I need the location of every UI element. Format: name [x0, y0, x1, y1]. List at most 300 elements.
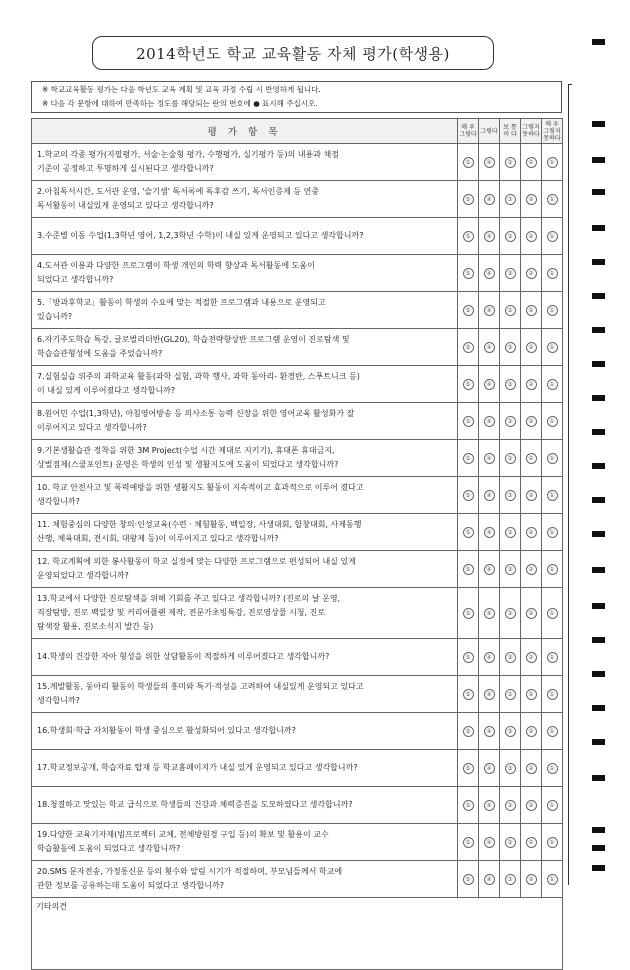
- answer-circle[interactable]: ②: [526, 652, 537, 663]
- question-line: 학습활동에 도움이 되었다고 생각합니까?: [37, 844, 181, 853]
- answer-option-cell[interactable]: [458, 639, 479, 676]
- answer-option-cell[interactable]: [458, 292, 479, 329]
- answer-option-cell[interactable]: [500, 713, 521, 750]
- question-line: 기준이 공정하고 투명하게 실시된다고 생각합니까?: [37, 164, 214, 173]
- answer-option-cell[interactable]: [458, 713, 479, 750]
- answer-circle[interactable]: ②: [526, 689, 537, 700]
- question-row: [32, 181, 563, 218]
- answer-option-cell[interactable]: [479, 514, 500, 551]
- omr-mark: [592, 637, 605, 643]
- answer-circle[interactable]: ②: [526, 726, 537, 737]
- answer-option-cell[interactable]: [479, 329, 500, 366]
- answer-option-cell[interactable]: [458, 477, 479, 514]
- answer-circle[interactable]: ①: [547, 490, 558, 501]
- question-line: 산행, 체육대회, 전시회, 대왕제 등)이 이루어지고 있다고 생각합니까?: [37, 534, 279, 543]
- header-option: 매 우 그렇지 못하다: [543, 120, 561, 142]
- answer-option-cell[interactable]: [521, 551, 542, 588]
- question-text: [32, 676, 458, 713]
- question-row: [32, 329, 563, 366]
- answer-circle[interactable]: ③: [505, 379, 516, 390]
- answer-circle[interactable]: ⑤: [463, 379, 474, 390]
- answer-option-cell[interactable]: [521, 750, 542, 787]
- other-opinion-row: [32, 898, 563, 970]
- question-text: [32, 514, 458, 551]
- question-line: 11. 체험중심의 다양한 창의·인성교육(수련 · 체험활동, 백일장, 사생대회, 합창대회, 사제동행: [37, 520, 362, 529]
- answer-circle[interactable]: ②: [526, 305, 537, 316]
- answer-circle[interactable]: ①: [547, 726, 558, 737]
- question-line: 관한 정보를 공유하는데 도움이 되었다고 생각합니까?: [37, 881, 224, 890]
- answer-circle[interactable]: ③: [505, 564, 516, 575]
- answer-option-cell[interactable]: [458, 514, 479, 551]
- answer-circle[interactable]: ⑤: [463, 416, 474, 427]
- answer-circle[interactable]: ③: [505, 453, 516, 464]
- question-line: 상벌점제(스쿨포인트) 운영은 학생의 인성 및 생활지도에 도움이 되었다고 생각합니까?: [37, 460, 339, 469]
- omr-mark: [592, 775, 605, 781]
- answer-option-cell[interactable]: [500, 255, 521, 292]
- answer-circle[interactable]: ②: [526, 231, 537, 242]
- answer-option-cell[interactable]: [479, 292, 500, 329]
- question-row: [32, 477, 563, 514]
- question-text: [32, 824, 458, 861]
- answer-option-cell[interactable]: [521, 824, 542, 861]
- answer-option-cell[interactable]: [542, 403, 563, 440]
- question-row: [32, 514, 563, 551]
- answer-option-cell[interactable]: [458, 403, 479, 440]
- question-line: 16.학생회·학급 자치활동이 학생 중심으로 활성화되어 있다고 생각합니까?: [37, 726, 296, 735]
- answer-option-cell[interactable]: [521, 255, 542, 292]
- question-text: [32, 861, 458, 898]
- header-eval-items: 평 가 항 목: [32, 119, 458, 144]
- answer-option-cell[interactable]: [500, 218, 521, 255]
- answer-option-cell[interactable]: [500, 588, 521, 639]
- answer-option-cell[interactable]: [458, 588, 479, 639]
- answer-option-cell[interactable]: [458, 750, 479, 787]
- answer-circle[interactable]: ④: [484, 800, 495, 811]
- answer-option-cell[interactable]: [542, 824, 563, 861]
- answer-option-cell[interactable]: [500, 861, 521, 898]
- answer-option-cell[interactable]: [458, 861, 479, 898]
- answer-option-cell[interactable]: [458, 366, 479, 403]
- answer-option-cell[interactable]: [542, 218, 563, 255]
- survey-table: [31, 118, 563, 970]
- omr-mark: [592, 157, 605, 163]
- other-opinion-label: 기타의견: [36, 902, 67, 911]
- answer-option-cell[interactable]: [479, 639, 500, 676]
- omr-mark: [592, 739, 605, 745]
- question-line: 18.청결하고 맛있는 학교 급식으로 학생들의 건강과 체력증진을 도모하였다고 생각합니까?: [37, 800, 353, 809]
- answer-circle[interactable]: ③: [505, 231, 516, 242]
- question-row: [32, 787, 563, 824]
- answer-option-cell[interactable]: [521, 403, 542, 440]
- question-row: [32, 440, 563, 477]
- answer-circle[interactable]: ②: [526, 490, 537, 501]
- answer-circle[interactable]: ①: [547, 379, 558, 390]
- answer-circle[interactable]: ⑤: [463, 726, 474, 737]
- answer-option-cell[interactable]: [479, 676, 500, 713]
- answer-circle[interactable]: ④: [484, 268, 495, 279]
- answer-option-cell[interactable]: [521, 366, 542, 403]
- title-box: [92, 36, 494, 70]
- answer-circle[interactable]: ④: [484, 453, 495, 464]
- question-row: [32, 218, 563, 255]
- answer-option-cell[interactable]: [521, 787, 542, 824]
- answer-option-cell[interactable]: [500, 787, 521, 824]
- answer-option-cell[interactable]: [500, 440, 521, 477]
- question-line: 12. 학교계획에 의한 봉사활동이 학교 실정에 맞는 다양한 프로그램으로 편성되어 내실 있게: [37, 557, 356, 566]
- answer-circle[interactable]: ①: [547, 800, 558, 811]
- omr-mark: [592, 259, 605, 265]
- answer-circle[interactable]: ④: [484, 379, 495, 390]
- answer-circle[interactable]: ③: [505, 527, 516, 538]
- answer-option-cell[interactable]: [542, 144, 563, 181]
- question-text: [32, 218, 458, 255]
- answer-option-cell[interactable]: [542, 588, 563, 639]
- question-row: [32, 551, 563, 588]
- answer-circle[interactable]: ④: [484, 416, 495, 427]
- answer-option-cell[interactable]: [479, 787, 500, 824]
- answer-option-cell[interactable]: [521, 292, 542, 329]
- answer-option-cell[interactable]: [479, 366, 500, 403]
- answer-circle[interactable]: ⑤: [463, 194, 474, 205]
- answer-option-cell[interactable]: [458, 440, 479, 477]
- answer-option-cell[interactable]: [479, 551, 500, 588]
- answer-option-cell[interactable]: [521, 440, 542, 477]
- answer-option-cell[interactable]: [521, 588, 542, 639]
- answer-option-cell[interactable]: [521, 639, 542, 676]
- answer-circle[interactable]: ①: [547, 231, 558, 242]
- answer-option-cell[interactable]: [479, 750, 500, 787]
- answer-circle[interactable]: ②: [526, 763, 537, 774]
- question-line: 17.학교정보공개, 학습자료 탑재 등 학교홈페이지가 내실 있게 운영되고 있다고 생각합니까?: [37, 763, 358, 772]
- answer-option-cell[interactable]: [521, 861, 542, 898]
- answer-circle[interactable]: ③: [505, 342, 516, 353]
- answer-circle[interactable]: ③: [505, 157, 516, 168]
- question-line: 6.자기주도학습 특강, 글로벌리더반(GL20), 학습전략향상반 프로그램 운영이 진로탐색 및: [37, 335, 350, 344]
- question-line: 4.도서관 이용과 다양한 프로그램이 학생 개인의 학력 향상과 독서활동에 도움이: [37, 261, 315, 270]
- omr-mark: [592, 603, 605, 609]
- question-line: 8.원어민 수업(1,3학년), 아침영어방송 등 의사소통 능력 신장을 위한 영어교육 활성화가 잘: [37, 409, 355, 418]
- answer-circle[interactable]: ⑤: [463, 800, 474, 811]
- omr-mark: [592, 395, 605, 401]
- header-option: 매 우 그렇다: [458, 119, 479, 144]
- answer-circle[interactable]: ①: [547, 342, 558, 353]
- answer-option-cell[interactable]: [458, 824, 479, 861]
- instruction-line: ※ 학교교육활동 평가는 다음 학년도 교육 계획 및 교육 과정 수립 시 반영하게 됩니다.: [42, 85, 321, 94]
- answer-circle[interactable]: ⑤: [463, 837, 474, 848]
- question-line: 5.「방과후학교」활동이 학생의 수요에 맞는 적절한 프로그램과 내용으로 운영되고: [37, 298, 326, 307]
- omr-mark: [592, 497, 605, 503]
- answer-circle[interactable]: ①: [547, 157, 558, 168]
- answer-circle[interactable]: ①: [547, 837, 558, 848]
- answer-circle[interactable]: ④: [484, 837, 495, 848]
- question-line: 2.아침독서시간, 도서관 운영, '슬기샘' 독서록에 독후감 쓰기, 독서인증제 등 연중: [37, 187, 320, 196]
- answer-option-cell[interactable]: [458, 144, 479, 181]
- answer-option-cell[interactable]: [542, 750, 563, 787]
- answer-option-cell[interactable]: [500, 639, 521, 676]
- answer-circle[interactable]: ⑤: [463, 652, 474, 663]
- answer-circle[interactable]: ②: [526, 800, 537, 811]
- question-text: [32, 750, 458, 787]
- other-opinion-field[interactable]: [32, 898, 563, 970]
- answer-circle[interactable]: ④: [484, 726, 495, 737]
- answer-option-cell[interactable]: [542, 787, 563, 824]
- answer-option-cell[interactable]: [458, 551, 479, 588]
- question-row: [32, 255, 563, 292]
- answer-option-cell[interactable]: [479, 824, 500, 861]
- answer-option-cell[interactable]: [500, 292, 521, 329]
- omr-mark: [592, 567, 605, 573]
- answer-option-cell[interactable]: [542, 440, 563, 477]
- answer-option-cell[interactable]: [479, 218, 500, 255]
- question-line: 생각합니까?: [37, 497, 80, 506]
- question-line: 14.학생의 건강한 자아 형성을 위한 상담활동이 적절하게 이루어졌다고 생각합니까?: [37, 652, 330, 661]
- question-text: [32, 551, 458, 588]
- question-row: [32, 366, 563, 403]
- answer-circle[interactable]: ①: [547, 652, 558, 663]
- answer-option-cell[interactable]: [542, 861, 563, 898]
- answer-circle[interactable]: ⑤: [463, 608, 474, 619]
- answer-circle[interactable]: ④: [484, 527, 495, 538]
- answer-circle[interactable]: ③: [505, 652, 516, 663]
- answer-option-cell[interactable]: [521, 329, 542, 366]
- answer-option-cell[interactable]: [479, 255, 500, 292]
- question-line: 탐색장 활용, 진로소식지 발간 등): [37, 622, 154, 631]
- question-text: [32, 181, 458, 218]
- question-line: 있습니까?: [37, 312, 73, 321]
- answer-circle[interactable]: ③: [505, 763, 516, 774]
- answer-option-cell[interactable]: [542, 676, 563, 713]
- answer-option-cell[interactable]: [500, 750, 521, 787]
- answer-circle[interactable]: ⑤: [463, 157, 474, 168]
- question-text: [32, 292, 458, 329]
- answer-circle[interactable]: ④: [484, 608, 495, 619]
- question-line: 7.실험실습 위주의 과학교육 활동(과학 실험, 과학 행사, 과학 동아리- 환경반, 스푸트니크 등): [37, 372, 360, 381]
- answer-circle[interactable]: ①: [547, 453, 558, 464]
- question-line: 13.학교에서 다양한 진로탐색을 위해 기회를 주고 있다고 생각합니까? (진로의 날 운영,: [37, 594, 341, 603]
- answer-circle[interactable]: ④: [484, 490, 495, 501]
- omr-mark: [592, 225, 605, 231]
- question-row: [32, 750, 563, 787]
- answer-option-cell[interactable]: [521, 676, 542, 713]
- answer-circle[interactable]: ④: [484, 157, 495, 168]
- question-line: 직장탐방, 진로 백일장 및 커리어플랜 제작, 전문가초빙특강, 진로영상물 시청, 진로: [37, 608, 326, 617]
- answer-circle[interactable]: ⑤: [463, 305, 474, 316]
- header-option: 그렇지 못하다: [521, 119, 542, 144]
- answer-circle[interactable]: ⑤: [463, 490, 474, 501]
- answer-option-cell[interactable]: [500, 403, 521, 440]
- question-line: 1.학교의 각종 평가(지필평가, 서술·논술형 평가, 수행평가, 실기평가 등)의 내용과 채점: [37, 150, 339, 159]
- answer-circle[interactable]: ④: [484, 652, 495, 663]
- answer-circle[interactable]: ②: [526, 527, 537, 538]
- answer-option-cell[interactable]: [500, 824, 521, 861]
- omr-mark: [592, 189, 605, 195]
- answer-option-cell[interactable]: [542, 477, 563, 514]
- omr-mark: [592, 865, 605, 871]
- page-title: 2014학년도 학교 교육활동 자체 평가(학생용): [136, 44, 450, 63]
- answer-circle[interactable]: ③: [505, 416, 516, 427]
- answer-option-cell[interactable]: [500, 477, 521, 514]
- answer-option-cell[interactable]: [479, 477, 500, 514]
- question-text: [32, 477, 458, 514]
- omr-mark: [592, 121, 605, 127]
- answer-option-cell[interactable]: [458, 329, 479, 366]
- answer-option-cell[interactable]: [479, 403, 500, 440]
- question-row: [32, 639, 563, 676]
- answer-circle[interactable]: ②: [526, 608, 537, 619]
- answer-option-cell[interactable]: [542, 255, 563, 292]
- omr-mark: [592, 39, 605, 45]
- answer-circle[interactable]: ②: [526, 874, 537, 885]
- answer-option-cell[interactable]: [458, 787, 479, 824]
- answer-option-cell[interactable]: [458, 676, 479, 713]
- answer-circle[interactable]: ④: [484, 763, 495, 774]
- instructions-box: [31, 81, 562, 113]
- answer-circle[interactable]: ④: [484, 231, 495, 242]
- answer-circle[interactable]: ①: [547, 194, 558, 205]
- answer-circle[interactable]: ①: [547, 305, 558, 316]
- answer-circle[interactable]: ②: [526, 379, 537, 390]
- answer-circle[interactable]: ①: [547, 416, 558, 427]
- answer-option-cell[interactable]: [542, 366, 563, 403]
- omr-mark: [592, 463, 605, 469]
- answer-circle[interactable]: ③: [505, 608, 516, 619]
- answer-circle[interactable]: ⑤: [463, 453, 474, 464]
- answer-circle[interactable]: ⑤: [463, 231, 474, 242]
- header-option: 그렇다: [479, 119, 500, 144]
- question-row: [32, 403, 563, 440]
- answer-circle[interactable]: ③: [505, 194, 516, 205]
- answer-circle[interactable]: ④: [484, 564, 495, 575]
- header-option: 보 통 이 다: [500, 119, 521, 144]
- answer-option-cell[interactable]: [479, 181, 500, 218]
- answer-circle[interactable]: ④: [484, 342, 495, 353]
- question-line: 9.기본생활습관 정착을 위한 3M Project(수업 시간 제대로 지키기), 휴대폰 휴대금지,: [37, 446, 335, 455]
- answer-option-cell[interactable]: [521, 514, 542, 551]
- answer-circle[interactable]: ③: [505, 689, 516, 700]
- answer-option-cell[interactable]: [500, 144, 521, 181]
- answer-option-cell[interactable]: [479, 713, 500, 750]
- answer-circle[interactable]: ③: [505, 800, 516, 811]
- question-text: [32, 403, 458, 440]
- answer-circle[interactable]: ③: [505, 305, 516, 316]
- answer-circle[interactable]: ②: [526, 268, 537, 279]
- question-row: [32, 292, 563, 329]
- question-text: [32, 440, 458, 477]
- answer-circle[interactable]: ④: [484, 689, 495, 700]
- answer-circle[interactable]: ①: [547, 564, 558, 575]
- answer-option-cell[interactable]: [542, 329, 563, 366]
- answer-option-cell[interactable]: [542, 181, 563, 218]
- answer-option-cell[interactable]: [479, 144, 500, 181]
- answer-option-cell[interactable]: [479, 861, 500, 898]
- omr-mark: [592, 705, 605, 711]
- answer-option-cell[interactable]: [500, 514, 521, 551]
- omr-mark: [592, 361, 605, 367]
- answer-circle[interactable]: ⑤: [463, 564, 474, 575]
- question-line: 10. 학교 안전사고 및 폭력예방을 위한 생활지도 활동이 지속적이고 효과적으로 이루어 졌다고: [37, 483, 364, 492]
- answer-circle[interactable]: ②: [526, 564, 537, 575]
- answer-circle[interactable]: ②: [526, 416, 537, 427]
- answer-circle[interactable]: ①: [547, 268, 558, 279]
- answer-option-cell[interactable]: [542, 713, 563, 750]
- answer-circle[interactable]: ⑤: [463, 268, 474, 279]
- question-line: 이 내실 있게 이루어졌다고 생각합니까?: [37, 386, 176, 395]
- question-text: [32, 639, 458, 676]
- omr-mark: [592, 327, 605, 333]
- answer-circle[interactable]: ④: [484, 874, 495, 885]
- answer-circle[interactable]: ①: [547, 763, 558, 774]
- answer-option-cell[interactable]: [542, 551, 563, 588]
- answer-option-cell[interactable]: [542, 639, 563, 676]
- answer-circle[interactable]: ③: [505, 874, 516, 885]
- omr-marks: [592, 0, 606, 891]
- question-line: 생각합니까?: [37, 696, 80, 705]
- answer-circle[interactable]: ⑤: [463, 763, 474, 774]
- answer-circle[interactable]: ④: [484, 305, 495, 316]
- answer-circle[interactable]: ①: [547, 608, 558, 619]
- answer-option-cell[interactable]: [458, 218, 479, 255]
- answer-circle[interactable]: ③: [505, 726, 516, 737]
- answer-option-cell[interactable]: [542, 514, 563, 551]
- answer-circle[interactable]: ①: [547, 527, 558, 538]
- answer-option-cell[interactable]: [521, 218, 542, 255]
- answer-circle[interactable]: ⑤: [463, 342, 474, 353]
- answer-option-cell[interactable]: [458, 255, 479, 292]
- question-text: [32, 588, 458, 639]
- question-line: 15.계발활동, 동아리 활동이 학생들의 흥미와 특기·적성을 고려하여 내실있게 운영되고 있다고: [37, 682, 364, 691]
- answer-option-cell[interactable]: [479, 440, 500, 477]
- answer-circle[interactable]: ③: [505, 268, 516, 279]
- answer-circle[interactable]: ②: [526, 342, 537, 353]
- answer-circle[interactable]: ②: [526, 453, 537, 464]
- answer-circle[interactable]: ③: [505, 490, 516, 501]
- question-line: 학습습관형성에 도움을 주었습니까?: [37, 349, 163, 358]
- answer-circle[interactable]: ①: [547, 874, 558, 885]
- question-text: [32, 787, 458, 824]
- question-text: [32, 144, 458, 181]
- answer-circle[interactable]: ③: [505, 837, 516, 848]
- answer-option-cell[interactable]: [500, 366, 521, 403]
- question-line: 19.다양한 교육기자재(빔프로젝터 교체, 전체방원경 구입 등)의 확보 및 활용이 교수: [37, 830, 329, 839]
- answer-circle[interactable]: ⑤: [463, 689, 474, 700]
- answer-circle[interactable]: ①: [547, 689, 558, 700]
- answer-circle[interactable]: ⑤: [463, 874, 474, 885]
- answer-option-cell[interactable]: [479, 588, 500, 639]
- answer-circle[interactable]: ⑤: [463, 527, 474, 538]
- answer-circle[interactable]: ②: [526, 837, 537, 848]
- question-line: 20.SMS 문자전송, 가정통신문 등의 횟수와 알림 시기가 적절하며, 부모님들께서 학교에: [37, 867, 343, 876]
- answer-option-cell[interactable]: [500, 181, 521, 218]
- omr-mark: [592, 827, 605, 833]
- answer-option-cell[interactable]: [500, 551, 521, 588]
- answer-option-cell[interactable]: [542, 292, 563, 329]
- answer-option-cell[interactable]: [500, 676, 521, 713]
- answer-option-cell[interactable]: [458, 181, 479, 218]
- question-row: [32, 588, 563, 639]
- answer-option-cell[interactable]: [521, 713, 542, 750]
- question-row: [32, 713, 563, 750]
- question-row: [32, 144, 563, 181]
- answer-option-cell[interactable]: [500, 329, 521, 366]
- answer-option-cell[interactable]: [521, 181, 542, 218]
- answer-circle[interactable]: ④: [484, 194, 495, 205]
- answer-circle[interactable]: ②: [526, 194, 537, 205]
- answer-option-cell[interactable]: [521, 477, 542, 514]
- omr-mark: [592, 293, 605, 299]
- omr-mark: [592, 671, 605, 677]
- answer-option-cell[interactable]: [521, 144, 542, 181]
- answer-circle[interactable]: ②: [526, 157, 537, 168]
